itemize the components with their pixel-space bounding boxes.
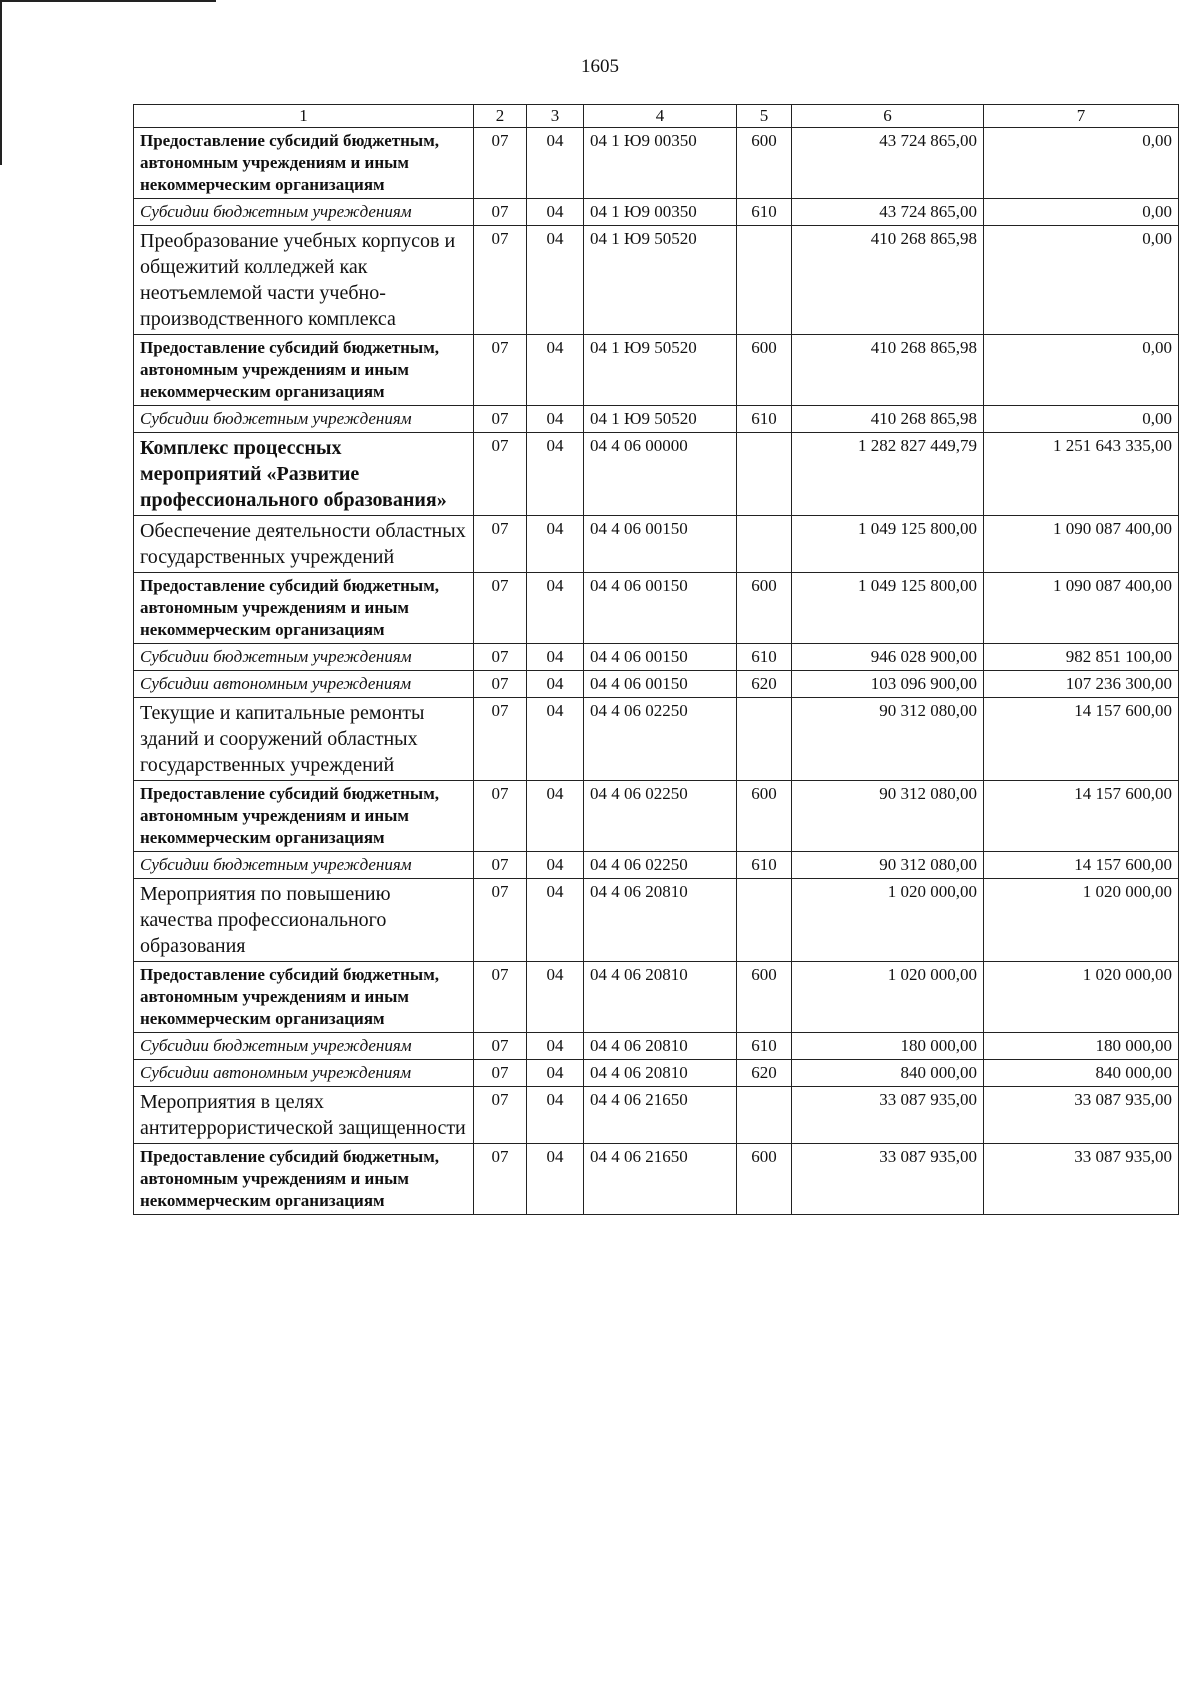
amount-year-2-cell: 0,00 xyxy=(984,128,1179,199)
subsection-code-cell: 04 xyxy=(527,335,584,406)
subsection-code-cell: 04 xyxy=(527,573,584,644)
section-code-cell: 07 xyxy=(474,1033,527,1060)
subsection-code-cell: 04 xyxy=(527,128,584,199)
column-number-row xyxy=(134,105,1179,128)
subsection-code-cell: 04 xyxy=(527,1144,584,1215)
section-code-cell: 07 xyxy=(474,879,527,962)
expense-name-cell: Предоставление субсидий бюджетным, автономным учреждениям и иным некоммерческим организациям xyxy=(134,962,474,1033)
target-article-cell: 04 1 Ю9 50520 xyxy=(584,335,737,406)
table-row xyxy=(134,1033,1179,1060)
amount-year-1-cell: 410 268 865,98 xyxy=(792,406,984,433)
target-article-cell: 04 4 06 20810 xyxy=(584,879,737,962)
scan-edge-left-mark xyxy=(0,0,2,165)
amount-year-1-cell: 1 049 125 800,00 xyxy=(792,516,984,573)
target-article-cell: 04 4 06 02250 xyxy=(584,698,737,781)
section-code-cell: 07 xyxy=(474,644,527,671)
expense-name-cell: Предоставление субсидий бюджетным, автономным учреждениям и иным некоммерческим организациям xyxy=(134,335,474,406)
table-row xyxy=(134,852,1179,879)
expense-type-cell xyxy=(737,433,792,516)
subsection-code-cell: 04 xyxy=(527,199,584,226)
amount-year-1-cell: 1 020 000,00 xyxy=(792,962,984,1033)
amount-year-1-cell: 103 096 900,00 xyxy=(792,671,984,698)
section-code-cell: 07 xyxy=(474,1060,527,1087)
expense-name-cell: Субсидии бюджетным учреждениям xyxy=(134,199,474,226)
section-code-cell: 07 xyxy=(474,335,527,406)
subsection-code-cell: 04 xyxy=(527,406,584,433)
expense-name-cell: Субсидии бюджетным учреждениям xyxy=(134,406,474,433)
subsection-code-cell: 04 xyxy=(527,962,584,1033)
table-row xyxy=(134,226,1179,335)
amount-year-2-cell: 0,00 xyxy=(984,406,1179,433)
amount-year-2-cell: 33 087 935,00 xyxy=(984,1087,1179,1144)
expense-name-cell: Предоставление субсидий бюджетным, автономным учреждениям и иным некоммерческим организациям xyxy=(134,781,474,852)
amount-year-1-cell: 43 724 865,00 xyxy=(792,199,984,226)
section-code-cell: 07 xyxy=(474,852,527,879)
amount-year-2-cell: 14 157 600,00 xyxy=(984,698,1179,781)
section-code-cell: 07 xyxy=(474,781,527,852)
target-article-cell: 04 1 Ю9 00350 xyxy=(584,128,737,199)
section-code-cell: 07 xyxy=(474,128,527,199)
amount-year-2-cell: 14 157 600,00 xyxy=(984,781,1179,852)
amount-year-2-cell: 1 251 643 335,00 xyxy=(984,433,1179,516)
expense-type-cell: 620 xyxy=(737,1060,792,1087)
table-row xyxy=(134,516,1179,573)
subsection-code-cell: 04 xyxy=(527,698,584,781)
target-article-cell: 04 4 06 00150 xyxy=(584,671,737,698)
target-article-cell: 04 4 06 20810 xyxy=(584,962,737,1033)
table-row xyxy=(134,644,1179,671)
amount-year-2-cell: 33 087 935,00 xyxy=(984,1144,1179,1215)
target-article-cell: 04 4 06 02250 xyxy=(584,781,737,852)
subsection-code-cell: 04 xyxy=(527,671,584,698)
table-body xyxy=(134,128,1179,1215)
table-row xyxy=(134,698,1179,781)
expense-type-cell: 620 xyxy=(737,671,792,698)
expense-name-cell: Субсидии автономным учреждениям xyxy=(134,671,474,698)
amount-year-2-cell: 1 090 087 400,00 xyxy=(984,516,1179,573)
expense-name-cell: Предоставление субсидий бюджетным, автономным учреждениям и иным некоммерческим организациям xyxy=(134,1144,474,1215)
amount-year-1-cell: 1 282 827 449,79 xyxy=(792,433,984,516)
amount-year-2-cell: 180 000,00 xyxy=(984,1033,1179,1060)
amount-year-1-cell: 410 268 865,98 xyxy=(792,226,984,335)
subsection-code-cell: 04 xyxy=(527,781,584,852)
amount-year-2-cell: 982 851 100,00 xyxy=(984,644,1179,671)
amount-year-2-cell: 1 090 087 400,00 xyxy=(984,573,1179,644)
expense-name-cell: Комплекс процессных мероприятий «Развитие профессионального образования» xyxy=(134,433,474,516)
target-article-cell: 04 1 Ю9 00350 xyxy=(584,199,737,226)
column-header: 2 xyxy=(474,105,527,128)
expense-name-cell: Текущие и капитальные ремонты зданий и сооружений областных государственных учреждений xyxy=(134,698,474,781)
table-row xyxy=(134,781,1179,852)
amount-year-1-cell: 43 724 865,00 xyxy=(792,128,984,199)
table-row xyxy=(134,406,1179,433)
target-article-cell: 04 4 06 20810 xyxy=(584,1060,737,1087)
target-article-cell: 04 4 06 00150 xyxy=(584,644,737,671)
column-header: 5 xyxy=(737,105,792,128)
expense-type-cell: 610 xyxy=(737,644,792,671)
expense-name-cell: Предоставление субсидий бюджетным, автономным учреждениям и иным некоммерческим организациям xyxy=(134,573,474,644)
subsection-code-cell: 04 xyxy=(527,852,584,879)
expense-type-cell xyxy=(737,226,792,335)
subsection-code-cell: 04 xyxy=(527,1087,584,1144)
section-code-cell: 07 xyxy=(474,516,527,573)
scan-edge-top-mark xyxy=(0,0,216,2)
subsection-code-cell: 04 xyxy=(527,1033,584,1060)
page-number: 1605 xyxy=(581,56,619,77)
table-row xyxy=(134,1144,1179,1215)
target-article-cell: 04 4 06 21650 xyxy=(584,1144,737,1215)
amount-year-1-cell: 1 049 125 800,00 xyxy=(792,573,984,644)
section-code-cell: 07 xyxy=(474,962,527,1033)
section-code-cell: 07 xyxy=(474,226,527,335)
amount-year-2-cell: 107 236 300,00 xyxy=(984,671,1179,698)
table-row xyxy=(134,879,1179,962)
target-article-cell: 04 4 06 00150 xyxy=(584,516,737,573)
amount-year-2-cell: 14 157 600,00 xyxy=(984,852,1179,879)
target-article-cell: 04 4 06 20810 xyxy=(584,1033,737,1060)
amount-year-1-cell: 410 268 865,98 xyxy=(792,335,984,406)
section-code-cell: 07 xyxy=(474,1087,527,1144)
expense-type-cell: 610 xyxy=(737,406,792,433)
expense-name-cell: Субсидии автономным учреждениям xyxy=(134,1060,474,1087)
target-article-cell: 04 4 06 02250 xyxy=(584,852,737,879)
column-header: 3 xyxy=(527,105,584,128)
target-article-cell: 04 1 Ю9 50520 xyxy=(584,406,737,433)
expense-type-cell xyxy=(737,516,792,573)
amount-year-1-cell: 1 020 000,00 xyxy=(792,879,984,962)
amount-year-1-cell: 33 087 935,00 xyxy=(792,1087,984,1144)
expense-type-cell: 600 xyxy=(737,128,792,199)
amount-year-2-cell: 1 020 000,00 xyxy=(984,962,1179,1033)
expense-type-cell xyxy=(737,879,792,962)
amount-year-1-cell: 90 312 080,00 xyxy=(792,852,984,879)
expense-type-cell: 610 xyxy=(737,199,792,226)
expense-name-cell: Субсидии бюджетным учреждениям xyxy=(134,852,474,879)
amount-year-2-cell: 0,00 xyxy=(984,335,1179,406)
target-article-cell: 04 4 06 21650 xyxy=(584,1087,737,1144)
column-header: 4 xyxy=(584,105,737,128)
amount-year-2-cell: 0,00 xyxy=(984,199,1179,226)
target-article-cell: 04 1 Ю9 50520 xyxy=(584,226,737,335)
amount-year-1-cell: 946 028 900,00 xyxy=(792,644,984,671)
table-row xyxy=(134,199,1179,226)
column-header: 6 xyxy=(792,105,984,128)
section-code-cell: 07 xyxy=(474,573,527,644)
amount-year-1-cell: 180 000,00 xyxy=(792,1033,984,1060)
expense-type-cell: 600 xyxy=(737,962,792,1033)
section-code-cell: 07 xyxy=(474,671,527,698)
expense-type-cell xyxy=(737,1087,792,1144)
expense-name-cell: Субсидии бюджетным учреждениям xyxy=(134,1033,474,1060)
expense-name-cell: Преобразование учебных корпусов и общежитий колледжей как неотъемлемой части учебно-производственного комплекса xyxy=(134,226,474,335)
table-row xyxy=(134,962,1179,1033)
expense-name-cell: Предоставление субсидий бюджетным, автономным учреждениям и иным некоммерческим организациям xyxy=(134,128,474,199)
expense-type-cell: 600 xyxy=(737,781,792,852)
amount-year-2-cell: 0,00 xyxy=(984,226,1179,335)
expense-type-cell: 610 xyxy=(737,852,792,879)
subsection-code-cell: 04 xyxy=(527,516,584,573)
subsection-code-cell: 04 xyxy=(527,226,584,335)
table-row xyxy=(134,335,1179,406)
amount-year-1-cell: 90 312 080,00 xyxy=(792,698,984,781)
table-row xyxy=(134,1087,1179,1144)
subsection-code-cell: 04 xyxy=(527,1060,584,1087)
section-code-cell: 07 xyxy=(474,406,527,433)
amount-year-1-cell: 90 312 080,00 xyxy=(792,781,984,852)
expense-name-cell: Обеспечение деятельности областных государственных учреждений xyxy=(134,516,474,573)
expense-name-cell: Мероприятия по повышению качества профессионального образования xyxy=(134,879,474,962)
expense-type-cell: 610 xyxy=(737,1033,792,1060)
expense-type-cell: 600 xyxy=(737,573,792,644)
section-code-cell: 07 xyxy=(474,199,527,226)
table-row xyxy=(134,573,1179,644)
amount-year-2-cell: 1 020 000,00 xyxy=(984,879,1179,962)
column-header: 1 xyxy=(134,105,474,128)
subsection-code-cell: 04 xyxy=(527,433,584,516)
expense-type-cell: 600 xyxy=(737,1144,792,1215)
table-row xyxy=(134,128,1179,199)
table-row xyxy=(134,671,1179,698)
amount-year-1-cell: 33 087 935,00 xyxy=(792,1144,984,1215)
amount-year-1-cell: 840 000,00 xyxy=(792,1060,984,1087)
section-code-cell: 07 xyxy=(474,1144,527,1215)
expense-type-cell: 600 xyxy=(737,335,792,406)
amount-year-2-cell: 840 000,00 xyxy=(984,1060,1179,1087)
column-header: 7 xyxy=(984,105,1179,128)
subsection-code-cell: 04 xyxy=(527,879,584,962)
section-code-cell: 07 xyxy=(474,433,527,516)
table-row xyxy=(134,433,1179,516)
budget-table xyxy=(133,104,1179,1215)
subsection-code-cell: 04 xyxy=(527,644,584,671)
section-code-cell: 07 xyxy=(474,698,527,781)
expense-name-cell: Мероприятия в целях антитеррористической защищенности xyxy=(134,1087,474,1144)
target-article-cell: 04 4 06 00000 xyxy=(584,433,737,516)
target-article-cell: 04 4 06 00150 xyxy=(584,573,737,644)
table-row xyxy=(134,1060,1179,1087)
expense-type-cell xyxy=(737,698,792,781)
expense-name-cell: Субсидии бюджетным учреждениям xyxy=(134,644,474,671)
